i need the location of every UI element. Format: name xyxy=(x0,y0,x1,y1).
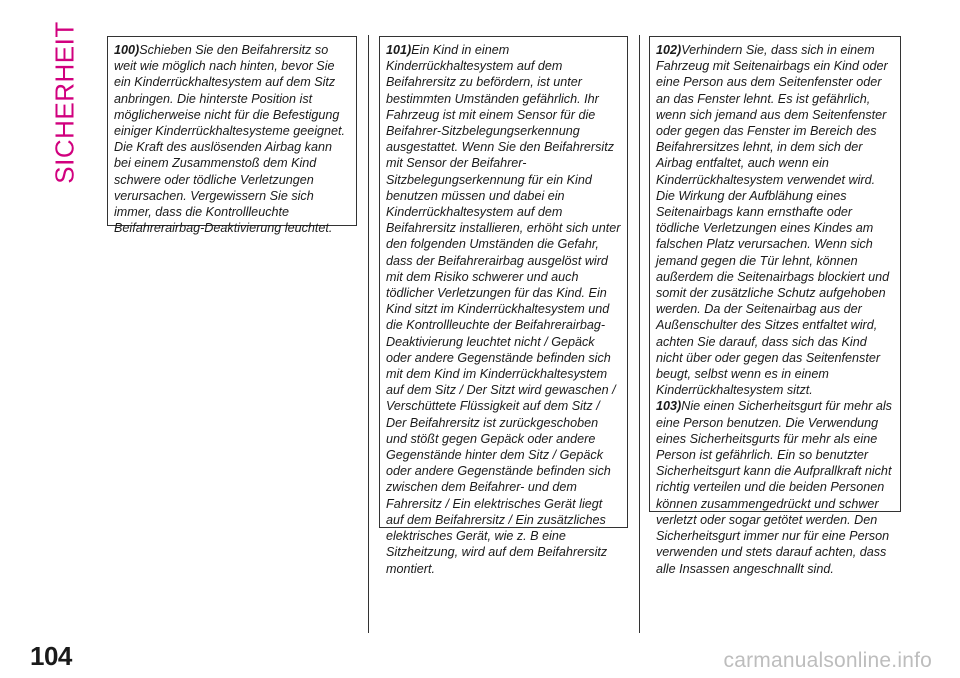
warning-paragraph xyxy=(656,42,894,398)
warning-number: 102) xyxy=(656,43,682,57)
warning-number: 100) xyxy=(114,43,140,57)
watermark: carmanualsonline.info xyxy=(723,649,932,672)
warning-paragraph xyxy=(114,42,350,236)
column-divider-right xyxy=(639,35,640,633)
warning-box-100 xyxy=(107,36,357,236)
warning-text: Ein Kind in einem Kinderrückhaltesystem auf dem Beifahrersitz zu befördern, ist unter bestimmten Umständen gefährlich. Ihr Fahrzeug ist mit einem Sensor für die Beifahrer-Sitzbelegungserkennung ausgestattet. Wenn Sie den Beifahrersitz mit Sensor der Beifahrer-Sitzbelegungserkennung für ein Kind benutzen müssen und dabei ein Kinderrückhaltesystem auf dem Beifahrersitz installieren, erhöht sich unter den folgenden Umständen die Gefahr, dass der Beifahrerairbag ausgelöst wird mit dem Risiko schwerer und auch tödlicher Verletzungen für das Kind. Ein Kind sitzt im Kinderrückhaltesystem und die Kontrollleuchte der Beifahrerairbag-Deaktivierung leuchtet nicht / Gepäck oder andere Gegenstände befinden sich mit dem Kind im Kinderrückhaltesystem auf dem Sitz / Der Sitzt wird gewaschen / Verschüttete Flüssigkeit auf dem Sitz / Der Beifahrersitz ist zurückgeschoben und stößt gegen Gepäck oder andere Gegenstände hinter dem Sitz / Gepäck oder andere Gegenstände befinden sich zwischen dem Beifahrer- und dem Fahrersitz / Ein elektrisches Gerät liegt auf dem Beifahrersitz / Ein zusätzliches elektrisches Gerät, wie z. B eine Sitzheitzung, wird auf dem Beifahrersitz montiert. xyxy=(386,43,621,576)
warning-paragraph xyxy=(386,42,621,577)
section-label-text: SICHERHEIT xyxy=(49,20,80,184)
warning-text: Verhindern Sie, dass sich in einem Fahrzeug mit Seitenairbags ein Kind oder eine Person aus dem Seitenfenster oder an das Fenster lehnt. Es ist gefährlich, wenn sich jemand aus dem Seitenfenster oder gegen das Fenster im Bereich des Beifahrersitzes lehnt, in dem sich der Airbag entfaltet, auch wenn ein Kinderrückhaltesystem verwendet wird. Die Wirkung der Aufblähung eines Seitenairbags kann ernsthafte oder tödliche Verletzungen eines Kindes am falschen Platz verursachen. Wenn sich jemand gegen die Tür lehnt, können außerdem die Seitenairbags blockiert und somit der zusätzliche Schutz aufgehoben werden. Da der Seitenairbag aus der Außenschulter des Sitzes entfaltet wird, achten Sie darauf, dass sich das Kind nicht über oder gegen das Seitenfenster beugt, selbst wenn es in einem Kinderrückhaltesystem sitzt. xyxy=(656,43,890,398)
column-divider-left xyxy=(368,35,369,633)
warning-box-101 xyxy=(379,36,628,576)
section-label xyxy=(49,20,80,184)
warning-paragraph xyxy=(656,398,894,576)
page-number: 104 xyxy=(30,641,72,671)
warning-box-102-103 xyxy=(649,36,901,576)
warning-number: 103) xyxy=(656,399,682,414)
warning-text: Nie einen Sicherheitsgurt für mehr als eine Person benutzen. Die Verwendung eines Sicherheitsgurts für mehr als eine Person ist gefährlich. Ein so benutzter Sicherheitsgurt kann die Aufprallkraft nicht richtig verteilen und die beiden Personen können zusammengedrückt und schwer verletzt oder sogar getötet werden. Den Sicherheitsgurt immer nur für eine Person verwenden und stets darauf achten, dass alle Insassen angeschnallt sind. xyxy=(656,399,892,576)
warning-number: 101) xyxy=(386,43,412,57)
warning-text: Schieben Sie den Beifahrersitz so weit wie möglich nach hinten, bevor Sie ein Kinderrückhaltesystem auf dem Sitz anbringen. Die hinterste Position ist möglicherweise nicht für die Befestigung einiger Kinderrückhaltesysteme geeignet. Die Kraft des auslösenden Airbag kann bei einem Zusammenstoß dem Kind schwere oder tödliche Verletzungen verursachen. Vergewissern Sie sich immer, dass die Kontrollleuchte Beifahrerairbag-Deaktivierung leuchtet. xyxy=(114,43,346,236)
